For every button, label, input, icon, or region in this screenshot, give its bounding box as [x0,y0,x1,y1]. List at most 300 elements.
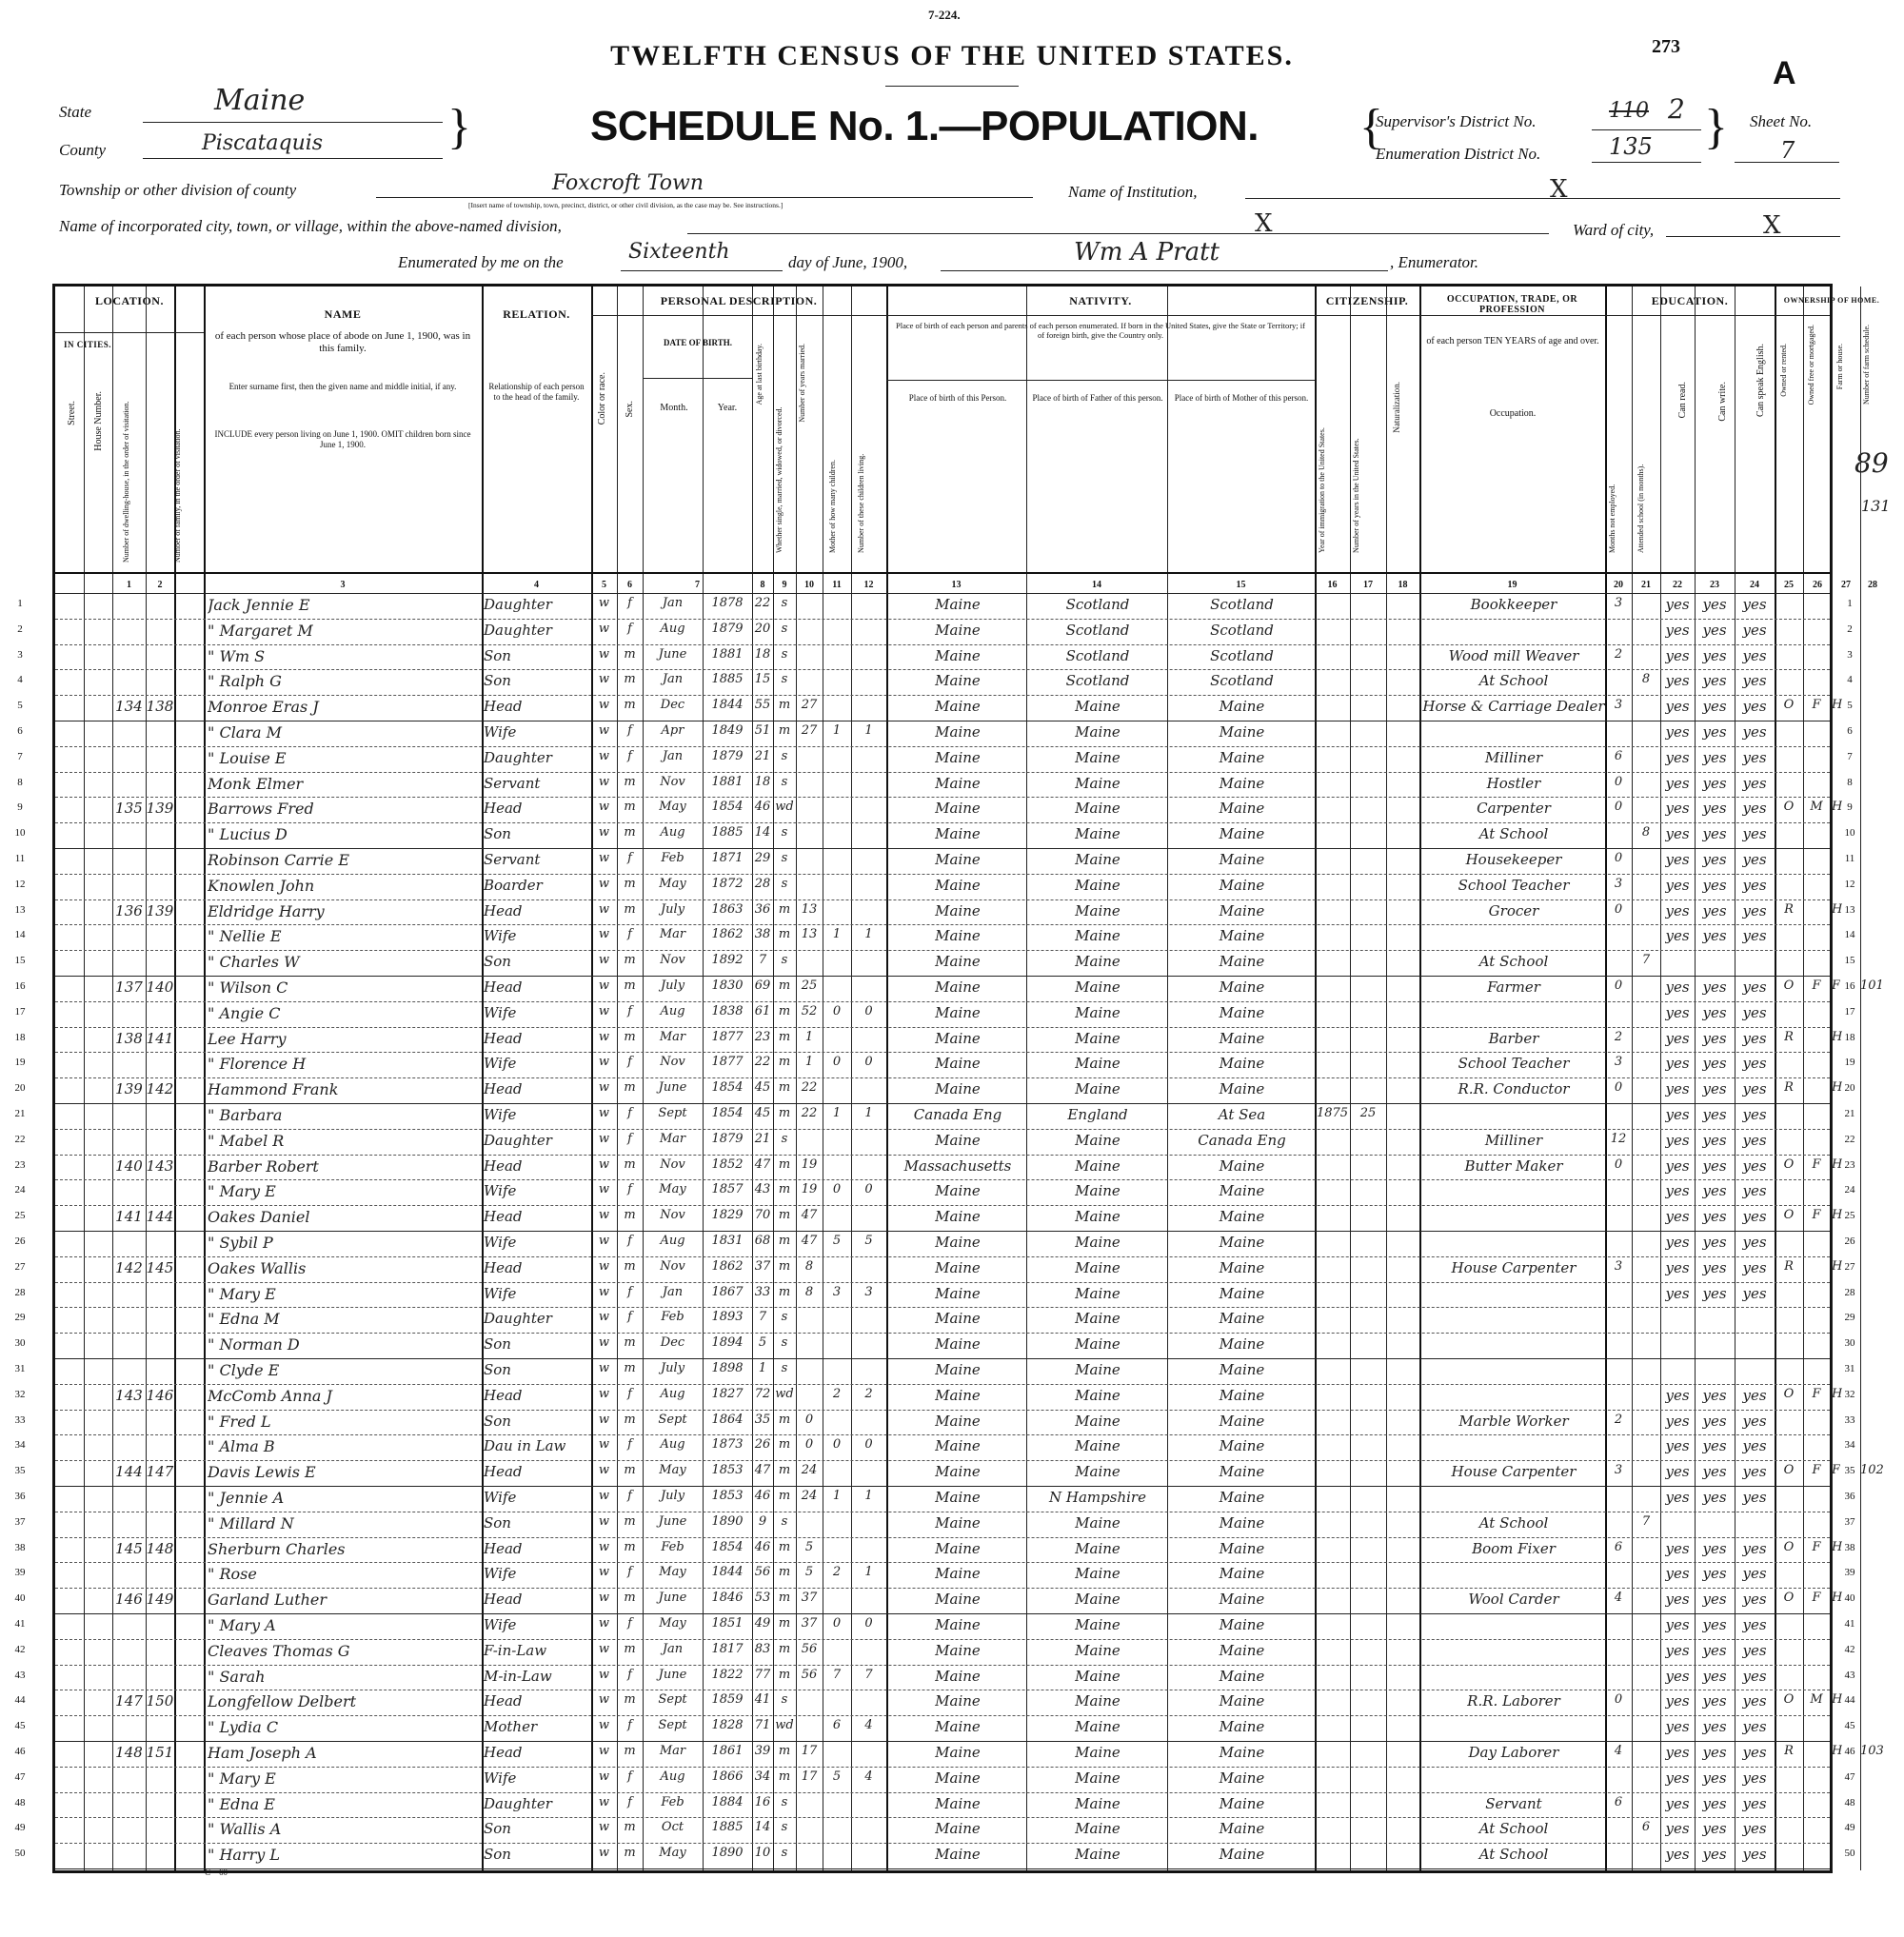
header-birth-person: Place of birth of this Person. [908,393,1007,403]
enum-day: Sixteenth [628,240,730,264]
cell-name: Davis Lewis E [208,1463,316,1482]
cell-sex: f [627,1003,632,1018]
row-number: 50 [14,1848,26,1860]
column-number: 18 [1398,580,1408,590]
cell-bf: Maine [1075,723,1121,741]
header-name-instr: Enter surname first, then the given name and middle initial, if any. [228,382,457,391]
cell-bm: Maine [1219,698,1265,716]
row-number-right: 35 [1844,1465,1855,1477]
row-number: 23 [14,1158,26,1171]
cell-read: yes [1665,1131,1690,1149]
cell-sex: f [627,1182,632,1197]
header-naturalization: Naturalization. [1392,382,1401,433]
cell-mar: m [778,978,791,993]
cell-age: 69 [754,978,771,993]
cell-color: w [598,825,610,840]
row-number-right: 15 [1844,955,1855,967]
cell-read: yes [1665,1208,1690,1226]
row-number: 24 [14,1184,26,1196]
row-number: 22 [14,1133,26,1145]
column-number: 28 [1868,580,1877,590]
cell-year: 1854 [711,1080,744,1096]
cell-color: w [598,1820,610,1835]
cell-color: w [598,1029,610,1044]
cell-dw: 141 [115,1208,143,1226]
cell-bf: Maine [1075,1539,1121,1557]
row-number: 1 [17,598,23,609]
cell-unemp: 0 [1614,978,1623,993]
cell-mc: 7 [832,1667,842,1682]
cell-mc: 1 [832,1489,842,1503]
cell-read: yes [1665,1718,1690,1736]
cell-name: " Clara M [208,723,282,741]
cell-ym: 0 [804,1437,814,1453]
supervisor-label: Supervisor's District No. [1376,112,1537,130]
cell-mort: F [1812,1208,1821,1223]
cell-own: O [1783,1208,1795,1223]
cell-write: yes [1702,646,1727,664]
cell-bp: Maine [935,646,981,664]
cell-bp: Maine [935,1769,981,1787]
cell-year: 1853 [711,1489,744,1503]
row-number: 46 [14,1746,26,1757]
cell-year: 1890 [711,1513,744,1529]
column-number: 22 [1673,580,1682,590]
cell-month: Oct [661,1820,684,1835]
cell-bp: Maine [935,748,981,766]
cell-rel: Wife [484,723,517,741]
row-number-right: 4 [1847,674,1853,686]
cell-month: Nov [660,774,685,789]
cell-bf: Maine [1075,1718,1121,1736]
cell-bf: Maine [1075,851,1121,868]
cell-speak: yes [1742,1744,1767,1761]
cell-speak: yes [1742,1208,1767,1226]
cell-mar: m [778,1234,791,1248]
cell-cl: 1 [864,1489,873,1503]
row-number: 14 [14,929,26,941]
cell-bp: Maine [935,1718,981,1736]
cell-speak: yes [1742,876,1767,894]
cell-read: yes [1665,851,1690,868]
cell-bp: Maine [935,596,981,613]
cell-rel: Servant [484,774,541,792]
cell-cl: 0 [864,1437,873,1453]
cell-name: Lee Harry [208,1029,287,1048]
cell-month: Apr [661,723,684,738]
cell-month: Mar [659,1029,686,1044]
cell-read: yes [1665,1591,1690,1609]
cell-bf: Maine [1075,1513,1121,1532]
cell-name: Garland Luther [208,1591,327,1610]
cell-speak: yes [1742,1182,1767,1200]
cell-name: " Louise E [208,748,287,767]
cell-unemp: 0 [1614,1080,1623,1096]
cell-month: Aug [660,1386,685,1401]
cell-mort: F [1812,1539,1821,1554]
cell-mc: 1 [832,927,842,942]
cell-month: Jan [662,1641,684,1656]
cell-name: " Barbara [208,1106,283,1124]
table-row [14,1103,1855,1130]
cell-own: O [1783,1692,1795,1708]
cell-write: yes [1702,927,1727,945]
cell-bm: Maine [1219,774,1265,792]
table-row [14,1256,1855,1283]
cell-fam: 141 [146,1029,174,1047]
cell-farm: H [1832,901,1843,917]
cell-bp: Massachusetts [903,1156,1012,1175]
row-number: 9 [17,801,23,814]
cell-color: w [598,1055,610,1070]
institution-value: X [1550,175,1568,204]
state-label: State [59,103,91,121]
cell-ym: 19 [801,1182,818,1197]
row-number-right: 5 [1847,700,1853,712]
cell-age: 53 [754,1591,771,1606]
cell-occ: At School [1478,1846,1549,1864]
cell-speak: yes [1742,1234,1767,1251]
row-number-right: 19 [1844,1057,1855,1069]
cell-month: Aug [660,825,685,840]
cell-year: 1857 [711,1182,744,1197]
cell-mar: s [781,1692,788,1708]
cell-occ: Farmer [1487,978,1540,996]
cell-sex: m [624,1156,636,1172]
cell-age: 51 [754,723,771,738]
cell-read: yes [1665,1744,1690,1761]
cell-name: Eldridge Harry [208,901,325,920]
cell-bm: Maine [1219,1258,1265,1276]
cell-speak: yes [1742,1591,1767,1609]
cell-ym: 19 [801,1156,818,1172]
cell-farm: H [1832,1591,1843,1606]
cell-year: 1881 [711,646,744,662]
cell-rel: Son [484,672,511,690]
table-row [17,695,1853,721]
table-row [14,1231,1855,1257]
header-years-us: Number of years in the United States. [1352,438,1360,553]
cell-name: " Ralph G [208,672,282,691]
cell-mar: s [781,672,788,687]
column-number: 10 [804,580,814,590]
cell-mc: 5 [832,1234,842,1248]
cell-bf: Maine [1075,1335,1121,1354]
table-row [14,1665,1855,1691]
cell-mort: F [1812,978,1821,993]
row-number: 17 [14,1005,26,1018]
cell-sex: f [627,1667,632,1682]
header-can-write: Can write. [1717,382,1728,422]
cell-name: Monroe Eras J [208,698,319,717]
cell-write: yes [1702,901,1727,919]
cell-mar: m [778,1463,791,1478]
cell-dw: 136 [115,901,143,919]
cell-bf: Maine [1075,876,1121,894]
column-number: 14 [1092,580,1101,590]
cell-year: 1867 [711,1284,744,1299]
cell-rel: Daughter [484,1131,552,1149]
cell-mort: F [1812,1156,1821,1172]
cell-unemp: 0 [1614,774,1623,789]
cell-farm: H [1832,1744,1843,1758]
table-row [17,746,1853,773]
cell-year: 1866 [711,1769,744,1784]
enum-prefix: Enumerated by me on the [398,253,564,271]
row-number: 36 [14,1491,26,1502]
cell-sex: f [627,1310,632,1325]
cell-color: w [598,978,610,993]
cell-bf: Maine [1075,1565,1121,1583]
cell-name: McComb Anna J [208,1386,332,1405]
cell-own: R [1784,1080,1794,1096]
cell-ym: 47 [801,1234,818,1248]
cell-bp: Maine [935,876,981,894]
cell-name: " Florence H [208,1055,307,1074]
cell-write: yes [1702,1463,1727,1481]
cell-mar: m [778,723,791,738]
cell-color: w [598,953,610,968]
cell-ym: 47 [801,1208,818,1223]
cell-bm: Maine [1219,825,1265,843]
cell-mar: m [778,1284,791,1299]
cell-bp: Maine [935,1131,981,1149]
cell-rel: Wife [484,1182,517,1200]
cell-year: 1884 [711,1794,744,1809]
cell-rel: Head [484,1692,523,1710]
cell-age: 49 [754,1616,771,1631]
cell-speak: yes [1742,825,1767,843]
cell-name: Hammond Frank [208,1080,339,1099]
cell-color: w [598,1412,610,1427]
cell-speak: yes [1742,851,1767,868]
cell-occ: Butter Maker [1464,1156,1563,1175]
cell-sex: m [624,698,636,713]
cell-mar: m [778,1080,791,1096]
cell-sch: 8 [1641,672,1651,687]
cell-age: 72 [754,1386,771,1401]
cell-read: yes [1665,723,1690,741]
cell-occ: At School [1478,1513,1549,1532]
row-number-right: 39 [1844,1567,1855,1579]
table-row [17,644,1853,671]
cell-own: O [1783,1463,1795,1478]
cell-read: yes [1665,672,1690,690]
cell-write: yes [1702,1080,1727,1098]
cell-mar: wd [775,1386,794,1401]
cell-age: 35 [754,1412,771,1427]
row-number-right: 44 [1844,1694,1855,1707]
cell-speak: yes [1742,1846,1767,1864]
cell-write: yes [1702,1565,1727,1583]
cell-speak: yes [1742,1667,1767,1685]
enum-suffix: , Enumerator. [1390,253,1479,271]
cell-bm: Maine [1219,1208,1265,1226]
cell-year: 1885 [711,672,744,687]
cell-sex: m [624,876,636,891]
cell-sex: m [624,1539,636,1554]
cell-write: yes [1702,876,1727,894]
cell-mort: F [1812,698,1821,713]
cell-bp: Maine [935,1386,981,1404]
cell-farm: F [1832,1463,1841,1478]
ward-line [1666,236,1840,237]
enum-day-line [621,270,783,271]
cell-bf: Maine [1075,1591,1121,1609]
cell-age: 21 [754,748,771,763]
cell-cl: 0 [864,1055,873,1070]
row-number: 15 [14,955,26,967]
cell-read: yes [1665,1769,1690,1787]
cell-read: yes [1665,1641,1690,1659]
row-number-right: 26 [1844,1235,1855,1247]
cell-read: yes [1665,1412,1690,1430]
cell-mar: m [778,1539,791,1554]
cell-year: 1862 [711,927,744,942]
cell-mar: m [778,1667,791,1682]
cell-dw: 143 [115,1386,143,1404]
cell-mar: s [781,851,788,865]
cell-bp: Maine [935,1003,981,1021]
cell-own: O [1783,1156,1795,1172]
cell-rel: Daughter [484,621,552,639]
row-number-right: 36 [1844,1491,1855,1502]
row-number: 25 [14,1210,26,1222]
cell-name: Robinson Carrie E [208,851,350,869]
cell-year: 1872 [711,876,744,891]
cell-ym: 27 [801,698,818,713]
cell-read: yes [1665,1820,1690,1838]
table-row [14,1333,1855,1359]
header-color: Color or race. [597,372,607,425]
cell-write: yes [1702,1284,1727,1302]
cell-month: Jan [662,748,684,763]
cell-name: " Sarah [208,1667,266,1686]
cell-mar: m [778,1565,791,1580]
row-number-right: 20 [1844,1082,1855,1095]
group-location: LOCATION. [95,294,164,307]
cell-own: R [1784,1029,1794,1044]
cell-unemp: 2 [1614,646,1623,662]
cell-color: w [598,851,610,865]
table-row [17,772,1853,799]
cell-sex: m [624,646,636,662]
header-month: Month. [660,403,688,413]
cell-year: 1831 [711,1234,744,1248]
cell-year: 1871 [711,851,744,865]
cell-rel: M-in-Law [484,1667,552,1685]
table-row [14,924,1855,951]
cell-mar: m [778,1106,791,1120]
cell-cl: 4 [864,1769,873,1784]
cell-mar: m [778,1182,791,1197]
cell-age: 37 [754,1258,771,1274]
cell-ym: 17 [801,1769,818,1784]
row-number: 43 [14,1669,26,1681]
table-row [14,1562,1855,1589]
cell-speak: yes [1742,1080,1767,1098]
table-row [14,1767,1855,1793]
cell-mar: m [778,1437,791,1453]
cell-read: yes [1665,1156,1690,1175]
cell-year: 1898 [711,1361,744,1375]
row-number: 44 [14,1694,26,1707]
cell-color: w [598,698,610,713]
cell-month: May [659,1565,686,1580]
header-can-speak: Can speak English. [1755,344,1766,417]
cell-bp: Maine [935,698,981,716]
cell-speak: yes [1742,1692,1767,1710]
header-year: Year. [717,403,738,413]
row-number: 4 [17,674,23,686]
cell-color: w [598,1539,610,1554]
cell-age: 46 [754,1489,771,1503]
cell-sex: f [627,1794,632,1809]
cell-read: yes [1665,1667,1690,1685]
supervisor-value: 2 [1668,93,1685,125]
cell-year: 1862 [711,1258,744,1274]
cell-occ: Day Laborer [1468,1744,1559,1761]
cell-occ: At School [1478,1820,1549,1838]
cell-bp: Maine [935,621,981,639]
cell-write: yes [1702,1616,1727,1633]
cell-cl: 4 [864,1718,873,1733]
cell-own: O [1783,1386,1795,1401]
column-number: 17 [1363,580,1373,590]
row-number-right: 37 [1844,1515,1855,1528]
sheet-value: 7 [1780,137,1795,164]
cell-write: yes [1702,1641,1727,1659]
cell-read: yes [1665,1029,1690,1047]
group-occupation: OCCUPATION, TRADE, OR PROFESSION [1446,294,1578,315]
header-years-married: Number of years married. [798,344,806,423]
cell-bf: Scotland [1065,596,1130,613]
cell-mar: m [778,1003,791,1018]
cell-year: 1830 [711,978,744,993]
cell-bf: Maine [1075,698,1121,716]
cell-color: w [598,1744,610,1758]
cell-bf: Maine [1075,1284,1121,1302]
cell-rel: Dau in Law [484,1437,566,1455]
row-number: 32 [14,1388,26,1400]
header-children-living: Number of these children living. [857,453,865,553]
cell-color: w [598,1641,610,1656]
table-row [14,1537,1855,1564]
cell-own: R [1784,1258,1794,1274]
group-name: NAME [324,307,362,321]
enumeration-label: Enumeration District No. [1376,145,1541,163]
cell-bf: Maine [1075,1437,1121,1455]
cell-write: yes [1702,1437,1727,1455]
cell-bf: Maine [1075,1310,1121,1328]
cell-mc: 3 [832,1284,842,1299]
cell-fam: 146 [146,1386,174,1404]
cell-cl: 7 [864,1667,873,1682]
cell-unemp: 4 [1614,1591,1623,1606]
row-number: 21 [14,1108,26,1119]
cell-bm: Maine [1219,1489,1265,1506]
cell-write: yes [1702,851,1727,868]
cell-bm: At Sea [1218,1106,1266,1123]
cell-sex: f [627,748,632,763]
cell-color: w [598,876,610,891]
cell-bm: Maine [1219,723,1265,741]
column-number: 25 [1784,580,1794,590]
cell-mar: s [781,1310,788,1325]
enumerator-line [941,270,1388,271]
cell-bp: Maine [935,1029,981,1047]
cell-read: yes [1665,876,1690,894]
